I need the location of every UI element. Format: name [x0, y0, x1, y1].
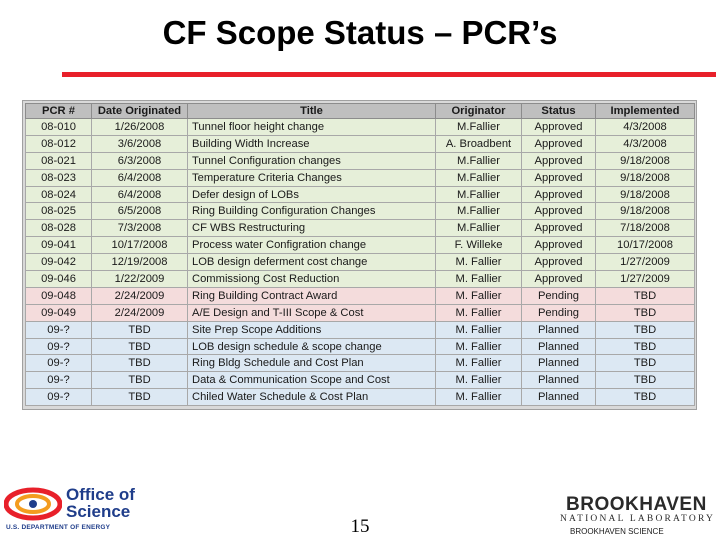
date-originated-cell: TBD: [92, 372, 188, 389]
originator-cell: M. Fallier: [436, 355, 522, 372]
doe-science-line: Science: [66, 502, 131, 521]
originator-cell: M.Fallier: [436, 220, 522, 237]
table-row: [26, 372, 695, 389]
implemented-cell: 4/3/2008: [596, 119, 695, 136]
date-originated-cell: 6/4/2008: [92, 169, 188, 186]
pcr-table: [25, 103, 695, 406]
originator-cell: M. Fallier: [436, 287, 522, 304]
implemented-cell: TBD: [596, 304, 695, 321]
implemented-cell: 9/18/2008: [596, 203, 695, 220]
implemented-cell: 7/18/2008: [596, 220, 695, 237]
doe-office-line: Office of: [66, 485, 135, 504]
brookhaven-science-text: BROOKHAVEN SCIENCE: [570, 527, 664, 536]
implemented-cell: 9/18/2008: [596, 169, 695, 186]
column-header: Status: [522, 104, 596, 119]
originator-cell: M.Fallier: [436, 203, 522, 220]
title-cell: Ring Bldg Schedule and Cost Plan: [188, 355, 436, 372]
date-originated-cell: 6/5/2008: [92, 203, 188, 220]
title-cell: Temperature Criteria Changes: [188, 169, 436, 186]
national-laboratory-text: NATIONAL LABORATORY: [560, 514, 716, 524]
table-row: [26, 135, 695, 152]
date-originated-cell: TBD: [92, 321, 188, 338]
status-cell: Approved: [522, 271, 596, 288]
date-originated-cell: 3/6/2008: [92, 135, 188, 152]
originator-cell: M.Fallier: [436, 152, 522, 169]
status-cell: Approved: [522, 254, 596, 271]
status-cell: Approved: [522, 152, 596, 169]
implemented-cell: 1/27/2009: [596, 254, 695, 271]
implemented-cell: TBD: [596, 389, 695, 406]
date-originated-cell: TBD: [92, 355, 188, 372]
table-row: [26, 389, 695, 406]
title-cell: LOB design schedule & scope change: [188, 338, 436, 355]
pcr-number-cell: 09-041: [26, 237, 92, 254]
table-row: [26, 119, 695, 136]
title-cell: CF WBS Restructuring: [188, 220, 436, 237]
title-cell: Ring Building Contract Award: [188, 287, 436, 304]
table-header-row: [26, 104, 695, 119]
implemented-cell: 9/18/2008: [596, 186, 695, 203]
title-cell: Ring Building Configuration Changes: [188, 203, 436, 220]
brookhaven-logo: [560, 494, 716, 540]
pcr-number-cell: 09-042: [26, 254, 92, 271]
implemented-cell: 1/27/2009: [596, 271, 695, 288]
status-cell: Planned: [522, 372, 596, 389]
status-cell: Approved: [522, 135, 596, 152]
status-cell: Approved: [522, 220, 596, 237]
status-cell: Pending: [522, 287, 596, 304]
page-number: 15: [350, 516, 370, 537]
column-header: Implemented: [596, 104, 695, 119]
originator-cell: M. Fallier: [436, 271, 522, 288]
table-row: [26, 237, 695, 254]
doe-office-text: [66, 486, 135, 520]
pcr-number-cell: 09-?: [26, 321, 92, 338]
date-originated-cell: TBD: [92, 338, 188, 355]
doe-office-of-science-logo: [4, 486, 154, 534]
originator-cell: M. Fallier: [436, 304, 522, 321]
table-row: [26, 287, 695, 304]
originator-cell: M.Fallier: [436, 169, 522, 186]
status-cell: Pending: [522, 304, 596, 321]
table-row: [26, 304, 695, 321]
pcr-number-cell: 08-025: [26, 203, 92, 220]
originator-cell: M. Fallier: [436, 372, 522, 389]
status-cell: Planned: [522, 338, 596, 355]
table-row: [26, 271, 695, 288]
pcr-number-cell: 09-048: [26, 287, 92, 304]
pcr-number-cell: 08-028: [26, 220, 92, 237]
implemented-cell: TBD: [596, 372, 695, 389]
table-row: [26, 254, 695, 271]
title-cell: Defer design of LOBs: [188, 186, 436, 203]
title-cell: A/E Design and T-III Scope & Cost: [188, 304, 436, 321]
title-cell: Site Prep Scope Additions: [188, 321, 436, 338]
title-cell: Tunnel Configuration changes: [188, 152, 436, 169]
title-cell: Building Width Increase: [188, 135, 436, 152]
pcr-number-cell: 08-012: [26, 135, 92, 152]
table-row: [26, 338, 695, 355]
originator-cell: M. Fallier: [436, 254, 522, 271]
originator-cell: F. Willeke: [436, 237, 522, 254]
pcr-number-cell: 08-021: [26, 152, 92, 169]
pcr-number-cell: 09-?: [26, 338, 92, 355]
date-originated-cell: 1/22/2009: [92, 271, 188, 288]
date-originated-cell: 2/24/2009: [92, 304, 188, 321]
originator-cell: A. Broadbent: [436, 135, 522, 152]
doe-department-text: U.S. DEPARTMENT OF ENERGY: [6, 524, 111, 531]
originator-cell: M.Fallier: [436, 186, 522, 203]
date-originated-cell: 1/26/2008: [92, 119, 188, 136]
column-header: Title: [188, 104, 436, 119]
date-originated-cell: 2/24/2009: [92, 287, 188, 304]
date-originated-cell: TBD: [92, 389, 188, 406]
status-cell: Approved: [522, 237, 596, 254]
status-cell: Planned: [522, 389, 596, 406]
title-cell: Process water Configration change: [188, 237, 436, 254]
pcr-number-cell: 09-?: [26, 372, 92, 389]
status-cell: Planned: [522, 321, 596, 338]
column-header: Originator: [436, 104, 522, 119]
pcr-table-container: [22, 100, 697, 410]
status-cell: Approved: [522, 203, 596, 220]
pcr-number-cell: 09-049: [26, 304, 92, 321]
status-cell: Approved: [522, 119, 596, 136]
office-of-science-atom-icon: [4, 486, 62, 522]
title-cell: Commissiong Cost Reduction: [188, 271, 436, 288]
implemented-cell: TBD: [596, 287, 695, 304]
pcr-number-cell: 08-010: [26, 119, 92, 136]
implemented-cell: TBD: [596, 355, 695, 372]
column-header: PCR #: [26, 104, 92, 119]
implemented-cell: TBD: [596, 338, 695, 355]
table-row: [26, 152, 695, 169]
table-row: [26, 186, 695, 203]
brookhaven-name: BROOKHAVEN: [566, 494, 707, 515]
pcr-number-cell: 09-?: [26, 355, 92, 372]
status-cell: Approved: [522, 169, 596, 186]
date-originated-cell: 12/19/2008: [92, 254, 188, 271]
table-row: [26, 220, 695, 237]
date-originated-cell: 6/4/2008: [92, 186, 188, 203]
originator-cell: M. Fallier: [436, 321, 522, 338]
implemented-cell: TBD: [596, 321, 695, 338]
status-cell: Approved: [522, 186, 596, 203]
title-cell: Chiled Water Schedule & Cost Plan: [188, 389, 436, 406]
table-row: [26, 321, 695, 338]
originator-cell: M. Fallier: [436, 338, 522, 355]
date-originated-cell: 6/3/2008: [92, 152, 188, 169]
title-cell: Tunnel floor height change: [188, 119, 436, 136]
status-cell: Planned: [522, 355, 596, 372]
page-title: CF Scope Status – PCR’s: [162, 14, 558, 51]
implemented-cell: 9/18/2008: [596, 152, 695, 169]
originator-cell: M. Fallier: [436, 389, 522, 406]
pcr-number-cell: 09-046: [26, 271, 92, 288]
column-header: Date Originated: [92, 104, 188, 119]
pcr-number-cell: 08-024: [26, 186, 92, 203]
title-cell: Data & Communication Scope and Cost: [188, 372, 436, 389]
date-originated-cell: 7/3/2008: [92, 220, 188, 237]
title-divider: [62, 72, 716, 77]
originator-cell: M.Fallier: [436, 119, 522, 136]
title-cell: LOB design deferment cost change: [188, 254, 436, 271]
implemented-cell: 4/3/2008: [596, 135, 695, 152]
implemented-cell: 10/17/2008: [596, 237, 695, 254]
pcr-number-cell: 08-023: [26, 169, 92, 186]
table-row: [26, 169, 695, 186]
date-originated-cell: 10/17/2008: [92, 237, 188, 254]
pcr-number-cell: 09-?: [26, 389, 92, 406]
table-row: [26, 355, 695, 372]
table-row: [26, 203, 695, 220]
